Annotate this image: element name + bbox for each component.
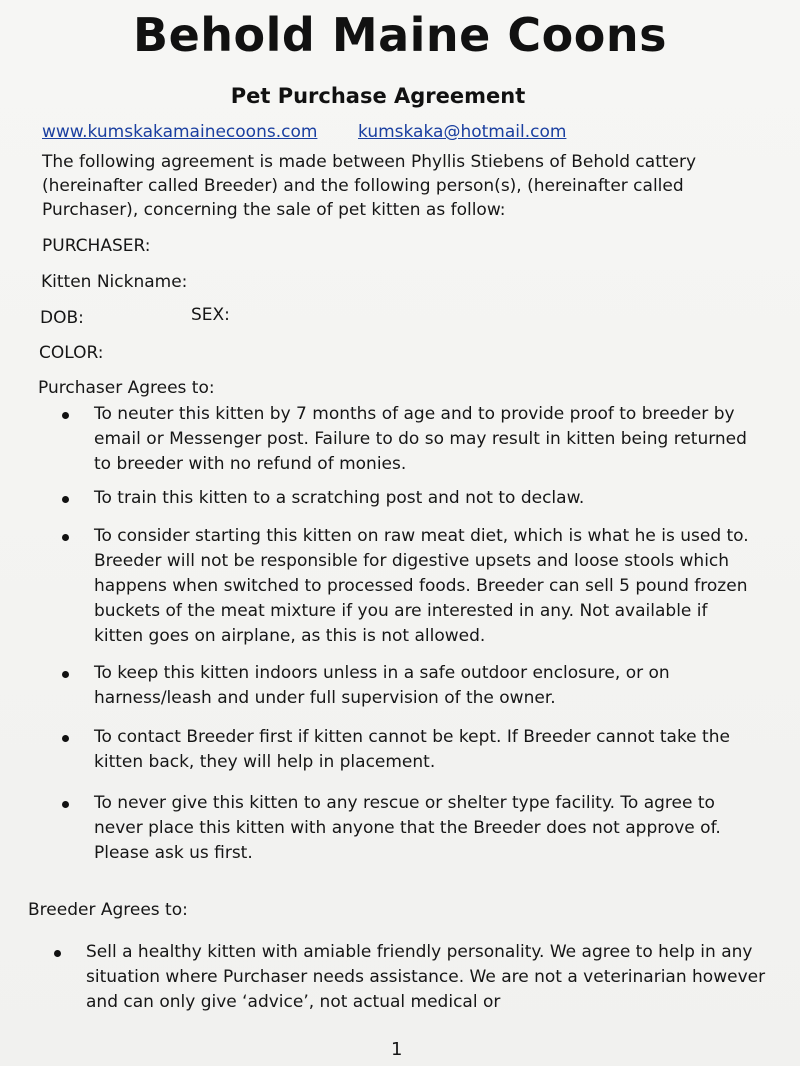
page-number: 1 xyxy=(391,1039,403,1060)
breeder-terms-list xyxy=(30,940,770,1015)
term-text: To contact Breeder first if kitten cannot be kept. If Breeder cannot take the kitten back, they will help in placement. xyxy=(94,727,730,772)
list-item xyxy=(30,940,770,1015)
dob-field-label: DOB: xyxy=(40,308,84,328)
bullet-icon xyxy=(62,534,69,541)
term-text: To never give this kitten to any rescue or shelter type facility. To agree to never place this kitten with anyone that the Breeder does not approve of. Please ask us first. xyxy=(94,793,721,863)
list-item xyxy=(38,486,758,511)
breeder-agrees-heading: Breeder Agrees to: xyxy=(28,900,188,920)
email-link[interactable]: kumskaka@hotmail.com xyxy=(358,122,567,142)
list-item xyxy=(38,791,758,866)
bullet-icon xyxy=(62,496,69,503)
bullet-icon xyxy=(62,735,69,742)
purchaser-terms-list xyxy=(38,402,758,866)
document-subtitle: Pet Purchase Agreement xyxy=(230,84,526,108)
purchaser-field-label: PURCHASER: xyxy=(42,236,151,256)
website-link[interactable]: www.kumskakamainecoons.com xyxy=(42,122,318,142)
bullet-icon xyxy=(62,801,69,808)
bullet-icon xyxy=(54,950,61,957)
term-text: To consider starting this kitten on raw meat diet, which is what he is used to. Breeder will not be responsible for digestive upsets and loose stools which happens when switched to processed foods. Breeder can sell 5 pound frozen buckets of the meat mixture if you are interested in any. Not available if kitten goes on airplane, as this is not allowed. xyxy=(94,526,749,646)
list-item xyxy=(38,661,758,711)
term-text: To keep this kitten indoors unless in a safe outdoor enclosure, or on harness/leash and under full supervision of the owner. xyxy=(94,663,670,708)
intro-paragraph: The following agreement is made between Phyllis Stiebens of Behold cattery (hereinafter called Breeder) and the following person(s), (hereinafter called Purchaser), concerning the sale of pet kitten as follow: xyxy=(42,152,697,220)
list-item xyxy=(38,725,758,775)
bullet-icon xyxy=(62,671,69,678)
kitten-nickname-field-label: Kitten Nickname: xyxy=(41,272,188,292)
purchaser-agrees-heading: Purchaser Agrees to: xyxy=(38,378,215,398)
sex-field-label: SEX: xyxy=(191,305,230,325)
term-text: Sell a healthy kitten with amiable friendly personality. We agree to help in any situation where Purchaser needs assistance. We are not a veterinarian however and can only give ‘advice’, not actual medical or xyxy=(86,942,766,1012)
document-title: Behold Maine Coons xyxy=(133,8,667,62)
list-item xyxy=(38,402,758,477)
bullet-icon xyxy=(62,412,69,419)
term-text: To neuter this kitten by 7 months of age and to provide proof to breeder by email or Messenger post. Failure to do so may result in kitten being returned to breeder with no refund of monies. xyxy=(94,404,747,474)
list-item xyxy=(38,524,758,649)
term-text: To train this kitten to a scratching post and not to declaw. xyxy=(94,488,585,508)
color-field-label: COLOR: xyxy=(39,343,104,363)
